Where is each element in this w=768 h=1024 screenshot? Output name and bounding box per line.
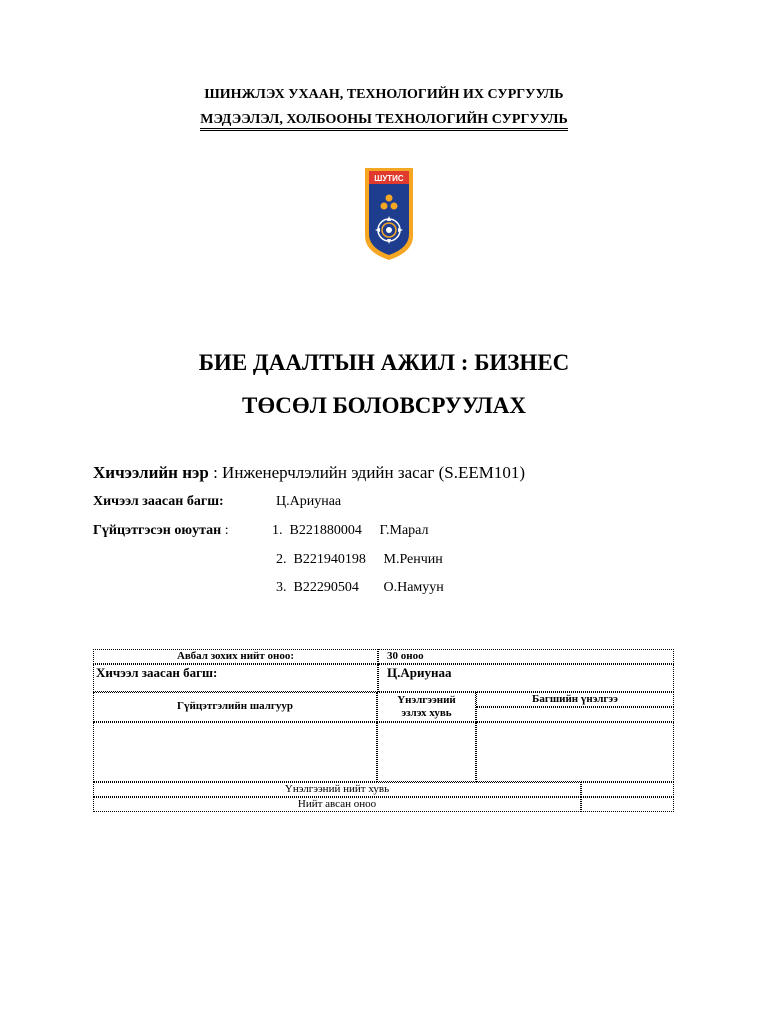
school-name [0,112,768,128]
criteria-body-cell [93,722,377,782]
total-weight-label: Үнэлгээний нийт хувь [284,783,390,795]
students-row [93,523,229,539]
teacher-grade-body-cell [476,722,674,782]
student-name: О.Намуун [383,580,444,595]
grade-table [93,649,674,812]
title-line-2: ТӨСӨЛ БОЛОВСРУУЛАХ [242,393,526,418]
max-score-label: Авбал зохих нийт оноо: [176,650,295,662]
criteria-header-cell [93,692,377,722]
table-teacher-label: Хичээл заасан багш: [96,665,218,680]
weight-header-line-1: Үнэлгээний [397,694,456,706]
total-weight-value-cell [581,782,674,797]
student-number: 2. [276,552,287,567]
students-label: Гүйцэтгэсэн оюутан [93,523,222,538]
table-teacher-value: Ц.Ариунаа [387,665,452,680]
logo-text: ШУТИС [374,174,404,183]
university-logo [363,166,415,262]
student-id: B221880004 [289,523,362,538]
student-item [276,580,444,596]
total-weight-label-cell [93,782,581,797]
school-name-text: МЭДЭЭЛЭЛ, ХОЛБООНЫ ТЕХНОЛОГИЙН СУРГУУЛЬ [200,112,568,131]
table-teacher-label-cell [93,664,378,692]
student-name: М.Ренчин [383,552,443,567]
weight-body-cell [377,722,476,782]
max-score-label-cell [93,649,378,664]
student-id: B22290504 [293,580,359,595]
weight-header-cell [377,692,476,722]
teacher-label: Хичээл заасан багш: [93,494,224,509]
course-value: Инженерчлэлийн эдийн засаг (S.EEM101) [222,463,526,482]
student-id: B221940198 [293,552,366,567]
total-score-label-cell [93,797,581,812]
max-score-value-cell [378,649,674,664]
max-score-value: 30 оноо [387,650,424,662]
teacher-value: Ц.Ариунаа [276,494,342,509]
course-row [93,463,525,483]
teacher-grade-header-cell [476,692,674,707]
course-label: Хичээлийн нэр [93,463,209,482]
teacher-row [93,494,224,510]
student-name: Г.Марал [379,523,429,538]
weight-header-line-2: эзлэх хувь [401,707,452,719]
student-item [276,552,443,568]
course-separator: : [208,463,223,482]
title-line-1: БИЕ ДААЛТЫН АЖИЛ : БИЗНЕС [198,350,570,375]
university-name: ШИНЖЛЭХ УХААН, ТЕХНОЛОГИЙН ИХ СУРГУУЛЬ [204,87,564,102]
student-number: 3. [276,580,287,595]
student-item [272,523,429,539]
teacher-grade-subcell [476,707,674,722]
criteria-header: Гүйцэтгэлийн шалгуур [177,700,293,712]
table-teacher-value-cell [378,664,674,692]
total-score-value-cell [581,797,674,812]
student-number: 1. [272,523,283,538]
students-separator: : [221,523,229,538]
teacher-grade-header: Багшийн үнэлгээ [532,693,618,705]
total-score-label: Нийт авсан оноо [297,798,377,810]
